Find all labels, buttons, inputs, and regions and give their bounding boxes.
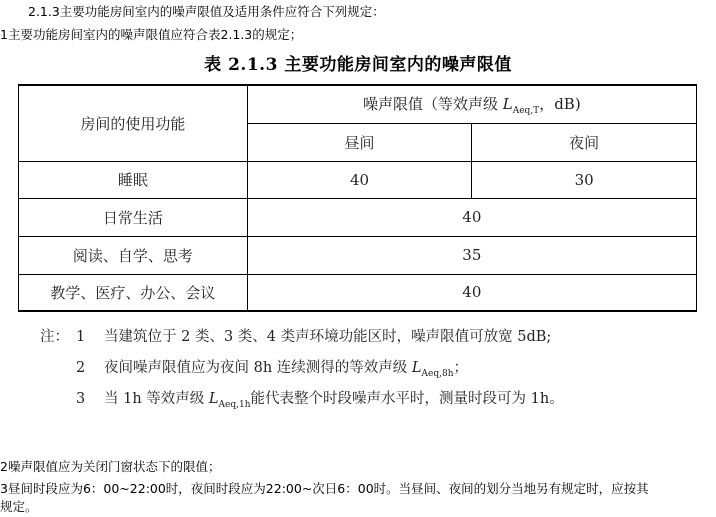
note-text: 夜间噪声限值应为夜间 8h 连续测得的等效声级 $L_{Aeq,8h}$； bbox=[104, 360, 469, 379]
clause-1-text: 1主要功能房间室内的噪声限值应符合表2.1.3的规定； bbox=[0, 27, 303, 42]
note-item bbox=[40, 322, 564, 353]
row-function: 阅读、自学、思考 bbox=[19, 236, 248, 274]
table-row bbox=[19, 236, 697, 274]
noise-limit-table bbox=[18, 84, 697, 312]
header-noise-limit: 噪声限值（等效声级 $L_{Aeq,T}$，dB) bbox=[247, 85, 696, 123]
header-room-function: 房间的使用功能 bbox=[19, 85, 248, 161]
note-number: 1 bbox=[76, 329, 86, 345]
section-heading-2-1-3: 2.1.3主要功能房间室内的噪声限值及适用条件应符合下列规定： bbox=[28, 4, 385, 19]
row-value: 35 bbox=[247, 236, 696, 274]
header-day: 昼间 bbox=[247, 123, 472, 161]
clause-2-text: 2噪声限值应为关闭门窗状态下的限值； bbox=[0, 459, 221, 474]
note-item bbox=[40, 353, 564, 384]
row-function: 日常生活 bbox=[19, 198, 248, 236]
note-text: 当建筑位于 2 类、3 类、4 类声环境功能区时，噪声限值可放宽 5dB; bbox=[104, 329, 552, 345]
table-notes bbox=[40, 322, 564, 415]
table-row bbox=[19, 161, 697, 198]
table-header-row bbox=[19, 85, 697, 123]
row-function: 教学、医疗、办公、会议 bbox=[19, 274, 248, 311]
notes-label: 注： bbox=[40, 329, 69, 345]
row-value: 40 bbox=[247, 198, 696, 236]
note-text: 当 1h 等效声级 $L_{Aeq,1h}$能代表整个时段噪声水平时，测量时段可为 1h。 bbox=[104, 391, 564, 410]
table-row bbox=[19, 198, 697, 236]
header-night: 夜间 bbox=[472, 123, 697, 161]
note-number: 2 bbox=[76, 360, 86, 376]
row-day-value: 40 bbox=[247, 161, 472, 198]
table-row bbox=[19, 274, 697, 311]
table-title: 表 2.1.3 主要功能房间室内的噪声限值 bbox=[204, 55, 512, 75]
note-item bbox=[40, 384, 564, 415]
row-value: 40 bbox=[247, 274, 696, 311]
clause-3-text: 3昼间时段应为6：00~22:00时，夜间时段应为22:00~次日6：00时。当昼间、夜间的划分当地另有规定时，应按其 bbox=[0, 481, 649, 496]
clause-3-text-continued: 规定。 bbox=[0, 499, 38, 514]
row-night-value: 30 bbox=[472, 161, 697, 198]
note-number: 3 bbox=[76, 391, 86, 407]
row-function: 睡眠 bbox=[19, 161, 248, 198]
